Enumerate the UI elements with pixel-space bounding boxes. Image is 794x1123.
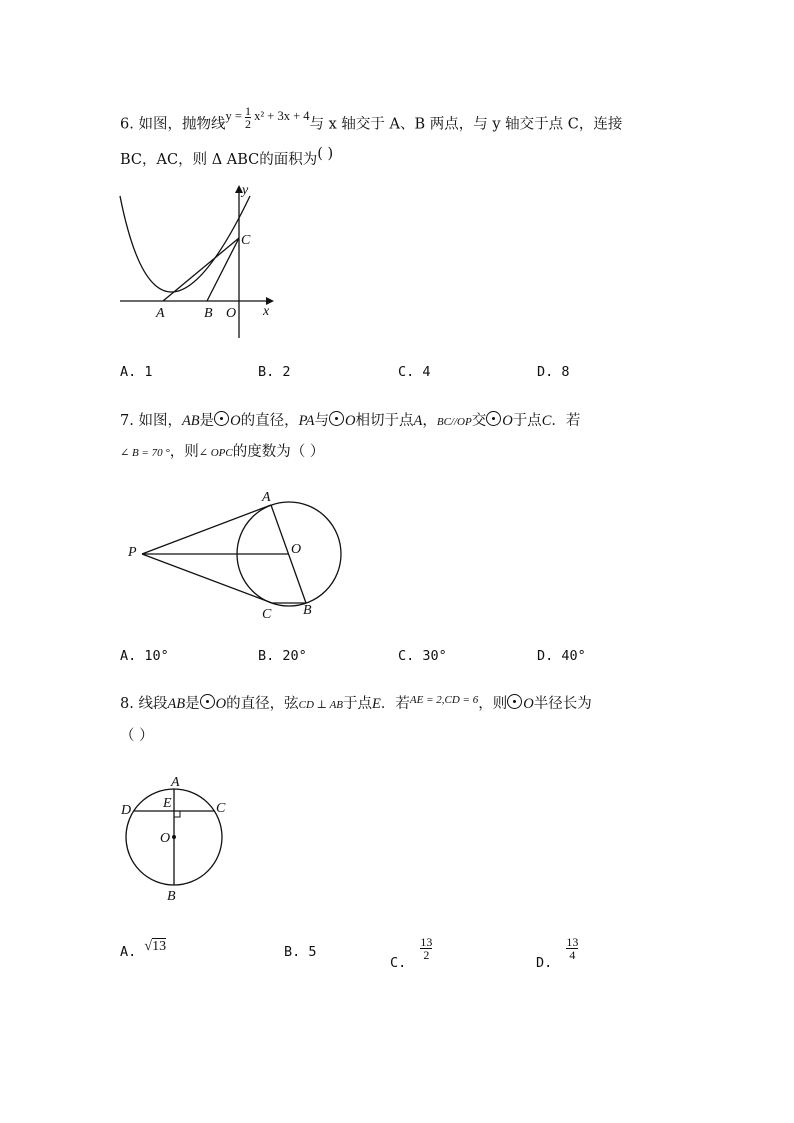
q8-o2: O	[523, 696, 534, 712]
q8-center-point	[172, 835, 176, 839]
q6-label-y: y	[242, 183, 249, 198]
q8-option-c[interactable]	[390, 935, 433, 971]
q8-stem-line1	[120, 694, 592, 715]
q7-p1: 7. 如图，	[120, 413, 182, 429]
q8-label-o: O	[160, 831, 171, 846]
q8-ab: AB	[167, 696, 186, 712]
q8-given: AE = 2,CD = 6	[409, 694, 479, 706]
q8-option-d-den: 4	[569, 948, 576, 962]
q6-option-b[interactable]: B. 2	[258, 364, 291, 380]
circle-dot-icon	[329, 411, 344, 426]
q7-segment-pc	[142, 554, 272, 603]
q7-stem-line2	[120, 442, 324, 463]
q6-formula-y: y =	[225, 109, 246, 124]
q7-tangent-pa	[142, 505, 271, 554]
right-angle-icon	[174, 811, 180, 817]
q8-option-c-frac	[420, 936, 432, 961]
q7-p2: 是	[199, 413, 215, 429]
q8-p6: ，则	[478, 696, 508, 712]
q7-a: A	[413, 413, 423, 429]
q7-ab: AB	[181, 413, 200, 429]
q6-answer-paren: ( )	[317, 146, 334, 162]
q7-label-b: B	[303, 603, 312, 618]
q6-figure-parabola	[110, 178, 290, 346]
q6-formula-frac	[245, 105, 251, 130]
q6-parabola-curve	[120, 196, 250, 292]
q6-label-o: O	[226, 306, 237, 321]
q6-stem-line1	[120, 104, 623, 138]
q8-label-c: C	[216, 801, 226, 816]
q6-label-b: B	[204, 306, 213, 321]
q8-option-d-num: 13	[566, 935, 579, 949]
q8-option-a-sqrt: √13	[144, 939, 167, 954]
q8-p2: 是	[185, 696, 200, 712]
q7-line2-end: 的度数为（ ）	[232, 444, 325, 460]
q8-option-c-num: 13	[420, 935, 433, 949]
q7-label-o: O	[291, 542, 302, 557]
q6-formula-rest: x² + 3x + 4	[254, 109, 310, 124]
q8-p4: 于点	[343, 696, 373, 712]
circle-dot-icon	[200, 694, 215, 709]
q7-figure-tangent-circle	[120, 486, 350, 626]
q8-label-a: A	[171, 775, 180, 790]
q8-option-a[interactable]	[120, 939, 167, 961]
q7-p9: ．若	[551, 413, 581, 429]
q6-formula-num: 1	[245, 104, 252, 118]
q8-stem-line2: （ ）	[120, 728, 154, 744]
q7-bcop: BC//OP	[436, 416, 472, 428]
q8-figure-chord-circle	[114, 772, 234, 908]
q8-option-b[interactable]: B. 5	[284, 944, 317, 960]
q8-label-e: E	[163, 796, 172, 811]
q8-p5: ．若	[380, 696, 410, 712]
q8-p1: 8. 线段	[120, 696, 168, 712]
q6-formula	[225, 104, 310, 131]
q7-p5: 相切于点	[355, 413, 414, 429]
q7-stem-line1	[120, 411, 580, 432]
q8-option-a-prefix: A.	[120, 944, 137, 960]
q7-p4: 与	[314, 413, 330, 429]
q7-p6: ，	[422, 413, 437, 429]
q8-option-c-prefix: C.	[390, 954, 407, 971]
q6-option-d[interactable]: D. 8	[537, 364, 570, 380]
q7-option-c[interactable]: C. 30°	[398, 648, 447, 664]
q7-o2: O	[345, 413, 356, 429]
q8-option-d-frac	[566, 936, 578, 961]
q6-label-x: x	[263, 304, 270, 319]
q7-o1: O	[230, 413, 241, 429]
q7-given-angle: ∠ B = 70 °	[120, 447, 170, 459]
q7-pa: PA	[298, 413, 315, 429]
q7-label-p: P	[128, 545, 137, 560]
q7-label-a: A	[262, 490, 271, 505]
q7-option-a[interactable]: A. 10°	[120, 648, 169, 664]
q6-option-c[interactable]: C. 4	[398, 364, 431, 380]
q6-label-a: A	[156, 306, 165, 321]
q6-line2: BC，AC，则 Δ ABC的面积为	[120, 152, 318, 168]
q7-p8: 于点	[512, 413, 542, 429]
q6-option-a[interactable]: A. 1	[120, 364, 153, 380]
q8-o1: O	[215, 696, 227, 712]
q7-o3: O	[502, 413, 513, 429]
circle-dot-icon	[507, 694, 522, 709]
q6-suffix: 与 x 轴交于 A、B 两点，与 y 轴交于点 C，连接	[309, 116, 623, 133]
q8-option-a-value: 13	[152, 939, 167, 954]
q8-option-d[interactable]	[536, 935, 579, 971]
q8-label-d: D	[121, 803, 132, 818]
q7-option-d[interactable]: D. 40°	[537, 648, 586, 664]
q6-label-c: C	[241, 233, 251, 248]
q8-p3: 的直径，弦	[226, 696, 299, 712]
q6-prefix: 6. 如图，抛物线	[120, 116, 226, 133]
q6-segment-ac	[163, 238, 239, 301]
q6-segment-bc	[207, 238, 239, 301]
q8-cd-perp-ab: CD ⊥ AB	[298, 699, 344, 711]
q8-p7: 半径长为	[533, 696, 592, 712]
q8-e: E	[372, 696, 381, 712]
q8-option-d-prefix: D.	[536, 954, 553, 971]
q6-stem-line2	[120, 146, 334, 170]
q7-angle-opc: ∠ OPC	[198, 447, 233, 459]
q7-p7: 交	[471, 413, 487, 429]
q7-label-c: C	[262, 607, 272, 622]
q7-line2-mid: ，则	[169, 444, 199, 460]
q8-label-b: B	[167, 889, 176, 904]
q6-formula-den: 2	[245, 117, 252, 131]
circle-dot-icon	[486, 411, 501, 426]
q7-c: C	[541, 413, 552, 429]
q7-p3: 的直径，	[240, 413, 299, 429]
q7-option-b[interactable]: B. 20°	[258, 648, 307, 664]
circle-dot-icon	[214, 411, 229, 426]
q8-option-c-den: 2	[423, 948, 430, 962]
